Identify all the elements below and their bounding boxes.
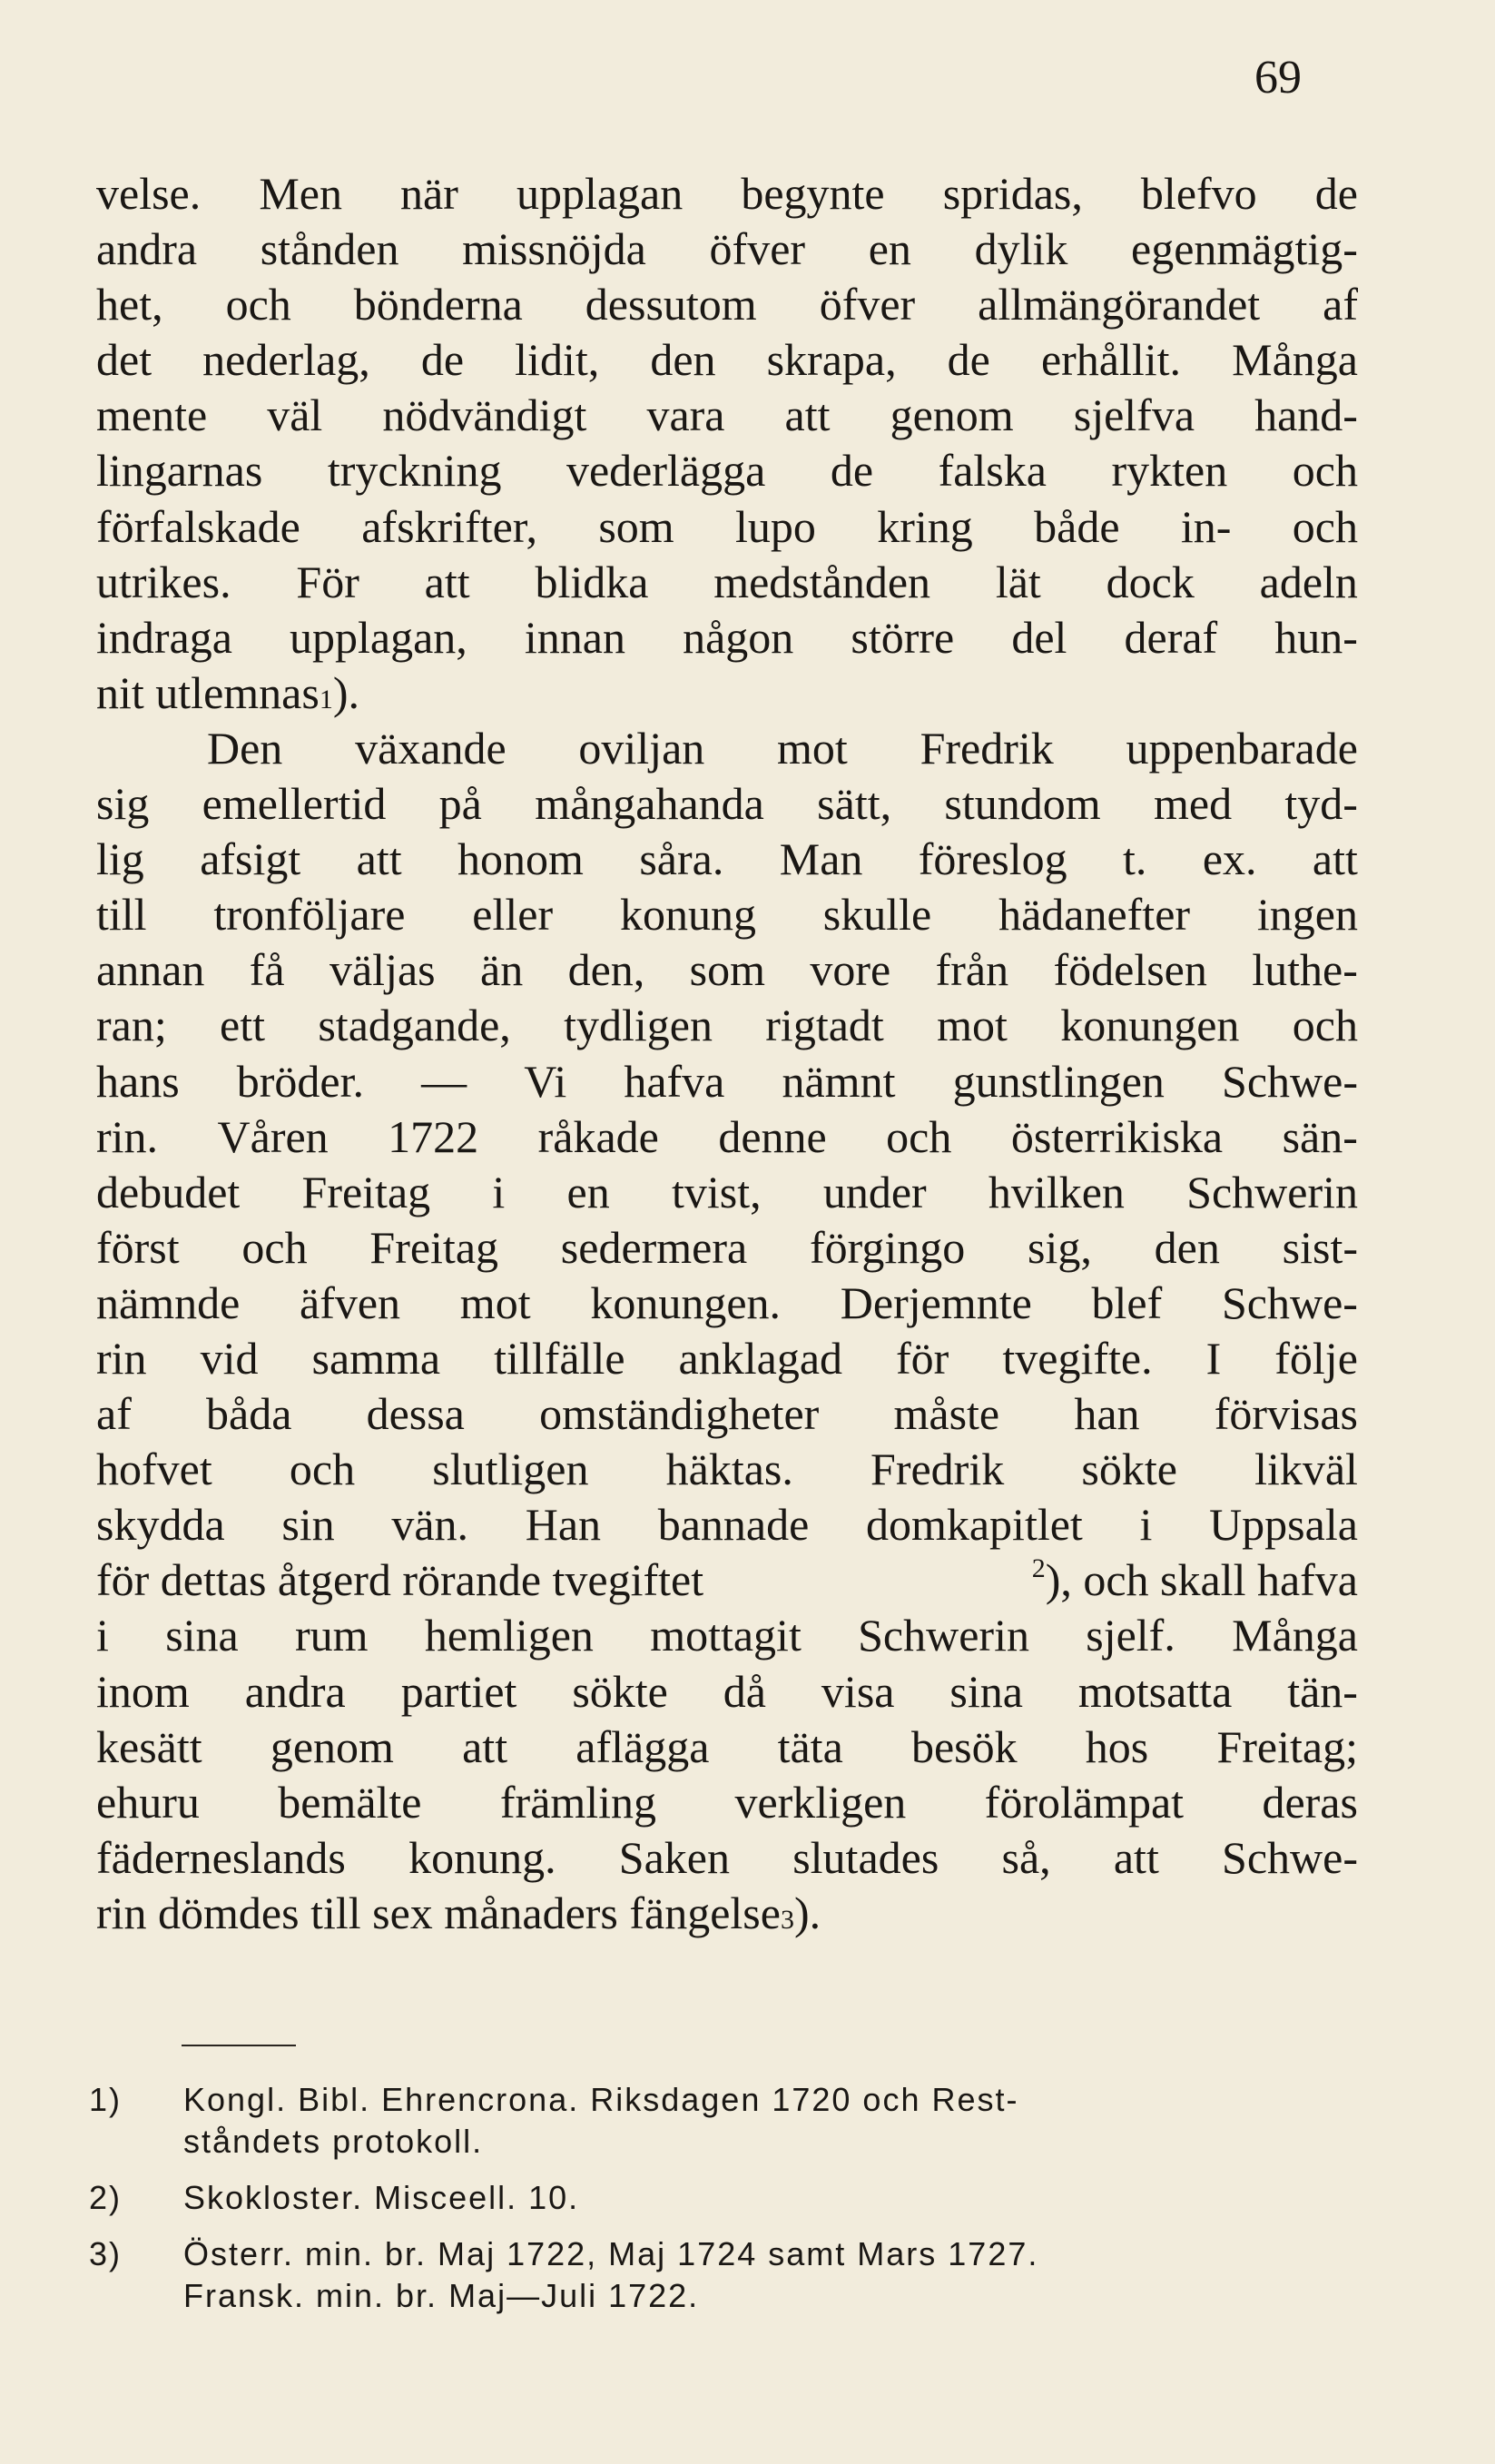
word: lig bbox=[96, 833, 144, 885]
word: upplagan, bbox=[290, 611, 467, 663]
word: rykten bbox=[1111, 445, 1228, 497]
word: hos bbox=[1085, 1720, 1149, 1772]
word: konungen bbox=[1060, 1000, 1240, 1051]
word: vara bbox=[646, 389, 725, 441]
word: förgingo bbox=[809, 1221, 966, 1273]
word: då bbox=[723, 1665, 766, 1717]
word: sjelfva bbox=[1073, 389, 1195, 441]
word: att bbox=[462, 1720, 508, 1772]
word: och bbox=[241, 1221, 308, 1273]
word: än bbox=[480, 944, 524, 996]
word: utrikes. bbox=[96, 556, 231, 607]
footnote-number: 3) bbox=[89, 2235, 123, 2272]
word: deraf bbox=[1124, 611, 1218, 663]
word: ingen bbox=[1256, 889, 1358, 941]
word: Schwerin bbox=[858, 1610, 1029, 1661]
word: kring bbox=[877, 500, 973, 552]
text-line bbox=[96, 1552, 1358, 1608]
word: af bbox=[1323, 279, 1358, 330]
word: i bbox=[1139, 1499, 1153, 1551]
word: adeln bbox=[1259, 556, 1358, 607]
word: ex. bbox=[1202, 833, 1257, 885]
word: han bbox=[1074, 1388, 1140, 1440]
word: inom bbox=[96, 1665, 190, 1717]
word: begynte bbox=[741, 168, 885, 219]
word: bönderna bbox=[353, 279, 523, 330]
word: vederlägga bbox=[566, 445, 766, 497]
word: rum bbox=[295, 1610, 369, 1661]
text-line bbox=[96, 1720, 1358, 1775]
word: att bbox=[1113, 1831, 1159, 1883]
word: slutades bbox=[792, 1831, 939, 1883]
word: sig bbox=[96, 778, 150, 830]
word: rigtadt bbox=[765, 1000, 884, 1051]
word: mångahanda bbox=[535, 778, 764, 830]
word: nederlag, bbox=[202, 334, 370, 386]
footnote-text: ståndets protokoll. bbox=[183, 2123, 484, 2160]
word: del bbox=[1011, 611, 1067, 663]
text-line: nit utlemnas 1 ). bbox=[96, 665, 1358, 721]
word: luthe- bbox=[1252, 944, 1358, 996]
word: Schwerin bbox=[1186, 1166, 1358, 1217]
word: ett bbox=[220, 1000, 266, 1051]
text-line bbox=[96, 721, 1358, 776]
word: öfver bbox=[819, 279, 916, 330]
word: båda bbox=[206, 1388, 292, 1440]
word: väljas bbox=[329, 944, 436, 996]
text-line-words: för dettas åtgerd rörande tvegiftet bbox=[96, 1554, 704, 1606]
word: andra bbox=[244, 1665, 346, 1717]
word: mot bbox=[937, 1000, 1008, 1051]
word: denne bbox=[718, 1110, 827, 1162]
word: hafva bbox=[624, 1055, 725, 1107]
word: sän- bbox=[1282, 1110, 1358, 1162]
word: Schwe- bbox=[1222, 1055, 1358, 1107]
word: den bbox=[1154, 1221, 1220, 1273]
word: såra. bbox=[639, 833, 724, 885]
word: sina bbox=[949, 1665, 1023, 1717]
word: förvisas bbox=[1214, 1388, 1358, 1440]
body-text bbox=[96, 166, 1358, 1941]
word: Schwe- bbox=[1221, 1276, 1358, 1328]
word: tvist, bbox=[671, 1166, 762, 1217]
footnote-ref-close: ). bbox=[793, 1887, 821, 1938]
word: en bbox=[868, 223, 911, 275]
word: tydligen bbox=[564, 1000, 713, 1051]
word: hädanefter bbox=[998, 889, 1191, 941]
word: och bbox=[886, 1110, 952, 1162]
word: allmängörandet bbox=[978, 279, 1261, 330]
word: få bbox=[249, 944, 285, 996]
word: missnöjda bbox=[462, 223, 646, 275]
word: Han bbox=[525, 1499, 602, 1551]
word: Derjemnte bbox=[840, 1276, 1032, 1328]
word: förolämpat bbox=[984, 1776, 1185, 1828]
word: i bbox=[96, 1610, 109, 1661]
text-line bbox=[96, 887, 1358, 942]
word: indraga bbox=[96, 611, 232, 663]
word: dessutom bbox=[585, 279, 757, 330]
word: Schwe- bbox=[1222, 1831, 1358, 1883]
word: större bbox=[851, 611, 955, 663]
word: sedermera bbox=[560, 1221, 748, 1273]
word: så, bbox=[1001, 1831, 1051, 1883]
word: stadgande, bbox=[318, 1000, 511, 1051]
word: 1722 bbox=[388, 1110, 479, 1162]
word: ehuru bbox=[96, 1776, 200, 1828]
footnote-ref-close: ). bbox=[332, 666, 359, 718]
text-line bbox=[96, 942, 1358, 998]
word: in- bbox=[1180, 500, 1232, 552]
word: täta bbox=[777, 1720, 843, 1772]
word: Men bbox=[259, 168, 342, 219]
text-line bbox=[96, 166, 1358, 222]
word: den bbox=[650, 334, 716, 386]
word: Fredrik bbox=[870, 1444, 1005, 1495]
word: För bbox=[296, 556, 359, 607]
word: skulle bbox=[822, 889, 932, 941]
word: besök bbox=[910, 1720, 1018, 1772]
word: som bbox=[689, 944, 766, 996]
footnote-2 bbox=[89, 2177, 1351, 2219]
word: ran; bbox=[96, 1000, 167, 1051]
word: den, bbox=[567, 944, 645, 996]
word: deras bbox=[1262, 1776, 1358, 1828]
word: råkade bbox=[537, 1110, 659, 1162]
footnote-text: Skokloster. Misceell. 10. bbox=[183, 2179, 580, 2216]
word: och bbox=[1292, 1000, 1358, 1051]
word: anklagad bbox=[678, 1332, 843, 1384]
word: Freitag bbox=[369, 1221, 499, 1273]
word: Våren bbox=[217, 1110, 329, 1162]
word: lidit, bbox=[515, 334, 600, 386]
word: afsigt bbox=[200, 833, 301, 885]
word: lät bbox=[995, 556, 1041, 607]
word: bröder. bbox=[236, 1055, 364, 1107]
word: Vi bbox=[524, 1055, 567, 1107]
word: likväl bbox=[1254, 1444, 1358, 1495]
word: hemligen bbox=[424, 1610, 594, 1661]
word: en bbox=[566, 1166, 610, 1217]
text-line bbox=[96, 832, 1358, 887]
word: tän- bbox=[1287, 1665, 1358, 1717]
word: Många bbox=[1232, 1610, 1358, 1661]
word: mente bbox=[96, 389, 208, 441]
word: bemälte bbox=[278, 1776, 422, 1828]
word: vän. bbox=[391, 1499, 469, 1551]
word: växande bbox=[355, 722, 507, 774]
word: de bbox=[1314, 168, 1358, 219]
word: visa bbox=[821, 1665, 895, 1717]
word: oviljan bbox=[578, 722, 705, 774]
word: som bbox=[598, 500, 674, 552]
word: rin. bbox=[96, 1110, 159, 1162]
word: Freitag bbox=[301, 1166, 431, 1217]
word: bannade bbox=[657, 1499, 810, 1551]
text-line bbox=[96, 1165, 1358, 1220]
word: sätt, bbox=[817, 778, 892, 830]
word: väl bbox=[267, 389, 323, 441]
word: het, bbox=[96, 279, 163, 330]
word: egenmägtig- bbox=[1131, 223, 1358, 275]
page-number: 69 bbox=[1254, 52, 1302, 103]
word: emellertid bbox=[202, 778, 387, 830]
word: slutligen bbox=[432, 1444, 589, 1495]
word: nämnt bbox=[782, 1055, 896, 1107]
word: Uppsala bbox=[1209, 1499, 1358, 1551]
word: honom bbox=[457, 833, 584, 885]
word: afskrifter, bbox=[361, 500, 537, 552]
word: af bbox=[96, 1388, 132, 1440]
footnote-divider bbox=[182, 2045, 296, 2046]
word: Många bbox=[1232, 334, 1358, 386]
word: hand- bbox=[1254, 389, 1358, 441]
text-line bbox=[96, 222, 1358, 277]
word: motsatta bbox=[1077, 1665, 1233, 1717]
word: kesätt bbox=[96, 1720, 202, 1772]
word: partiet bbox=[400, 1665, 517, 1717]
word: att bbox=[424, 556, 470, 607]
footnote-3 bbox=[89, 2233, 1351, 2317]
word: sökte bbox=[1081, 1444, 1177, 1495]
footnote-text: Fransk. min. br. Maj—Juli 1722. bbox=[183, 2277, 700, 2314]
footnote-text: Österr. min. br. Maj 1722, Maj 1724 samt Mars 1727. bbox=[183, 2235, 1039, 2272]
text-line bbox=[96, 610, 1358, 665]
text-line bbox=[96, 1276, 1358, 1331]
footnotes bbox=[89, 2079, 1351, 2331]
word: de bbox=[420, 334, 465, 386]
word: gunstlingen bbox=[952, 1055, 1165, 1107]
word: och bbox=[1292, 500, 1358, 552]
word: sist- bbox=[1282, 1221, 1358, 1273]
word: mottagit bbox=[650, 1610, 802, 1661]
word: främling bbox=[499, 1776, 657, 1828]
word: för bbox=[896, 1332, 949, 1384]
word: och bbox=[289, 1444, 356, 1495]
word: först bbox=[96, 1221, 180, 1273]
word: med bbox=[1153, 778, 1233, 830]
word: uppenbarade bbox=[1126, 722, 1358, 774]
text-line bbox=[96, 1830, 1358, 1886]
word: Fredrik bbox=[920, 722, 1054, 774]
word: sjelf. bbox=[1086, 1610, 1175, 1661]
word: någon bbox=[683, 611, 794, 663]
word: falska bbox=[938, 445, 1047, 497]
word: när bbox=[400, 168, 458, 219]
word: de bbox=[830, 445, 874, 497]
text-line-words: rin dömdes till sex månaders fängelse bbox=[96, 1887, 781, 1938]
word: nämnde bbox=[96, 1276, 241, 1328]
word: förfalskade bbox=[96, 500, 300, 552]
word: Man bbox=[779, 833, 863, 885]
word: blidka bbox=[535, 556, 649, 607]
word: i bbox=[492, 1166, 506, 1217]
word: andra bbox=[96, 223, 198, 275]
text-line bbox=[96, 1054, 1358, 1109]
word: att bbox=[784, 389, 831, 441]
word: följe bbox=[1274, 1332, 1358, 1384]
word: verkligen bbox=[734, 1776, 907, 1828]
word: eller bbox=[472, 889, 554, 941]
word: blefvo bbox=[1140, 168, 1257, 219]
word: t. bbox=[1123, 833, 1147, 885]
word: hofvet bbox=[96, 1444, 212, 1495]
word: att bbox=[356, 833, 402, 885]
word: födelsen bbox=[1053, 944, 1207, 996]
word: aflägga bbox=[575, 1720, 710, 1772]
word: att bbox=[1312, 833, 1358, 885]
text-line bbox=[96, 443, 1358, 498]
text-line bbox=[96, 1331, 1358, 1386]
footnote-number: 1) bbox=[89, 2081, 123, 2118]
footnote-1 bbox=[89, 2079, 1351, 2163]
word: skydda bbox=[96, 1499, 225, 1551]
word: blef bbox=[1091, 1276, 1163, 1328]
word: fäderneslands bbox=[96, 1831, 346, 1883]
word: tronföljare bbox=[213, 889, 406, 941]
word: både bbox=[1034, 500, 1120, 552]
word: medstånden bbox=[713, 556, 931, 607]
word: sig, bbox=[1028, 1221, 1092, 1273]
word: konung bbox=[619, 889, 756, 941]
text-line bbox=[96, 499, 1358, 555]
word: hans bbox=[96, 1055, 180, 1107]
word: tvegifte. bbox=[1002, 1332, 1153, 1384]
word: nödvändigt bbox=[382, 389, 587, 441]
word: mot bbox=[777, 722, 848, 774]
word: Den bbox=[207, 722, 283, 774]
word: spridas, bbox=[942, 168, 1083, 219]
word: vid bbox=[200, 1332, 259, 1384]
word: erhållit. bbox=[1040, 334, 1182, 386]
text-line bbox=[96, 1775, 1358, 1830]
text-line bbox=[96, 1386, 1358, 1442]
word: dylik bbox=[974, 223, 1068, 275]
word: I bbox=[1205, 1332, 1222, 1384]
text-line: rin dömdes till sex månaders fängelse 3 ). bbox=[96, 1886, 1358, 1941]
word: till bbox=[96, 889, 147, 941]
word: lingarnas bbox=[96, 445, 263, 497]
word: omständigheter bbox=[539, 1388, 820, 1440]
word: Freitag; bbox=[1216, 1720, 1358, 1772]
word: måste bbox=[893, 1388, 1000, 1440]
text-line bbox=[96, 277, 1358, 332]
text-line bbox=[96, 555, 1358, 610]
word: skrapa, bbox=[766, 334, 897, 386]
text-line bbox=[96, 1497, 1358, 1552]
word: dessa bbox=[366, 1388, 465, 1440]
text-line bbox=[96, 1220, 1358, 1276]
word: samma bbox=[311, 1332, 441, 1384]
word: tryckning bbox=[327, 445, 502, 497]
word: öfver bbox=[709, 223, 806, 275]
word: sökte bbox=[572, 1665, 668, 1717]
word: genom bbox=[890, 389, 1014, 441]
text-line bbox=[96, 1109, 1358, 1165]
word: och bbox=[1292, 445, 1358, 497]
word: föreslog bbox=[918, 833, 1067, 885]
word: debudet bbox=[96, 1166, 241, 1217]
word: på bbox=[438, 778, 482, 830]
word: och bbox=[225, 279, 291, 330]
word: det bbox=[96, 334, 152, 386]
word: sina bbox=[165, 1610, 239, 1661]
word: hvilken bbox=[988, 1166, 1125, 1217]
word: dock bbox=[1106, 556, 1195, 607]
word: Saken bbox=[618, 1831, 730, 1883]
word: rin bbox=[96, 1332, 147, 1384]
footnote-ref-after: ), och skall hafva bbox=[1045, 1554, 1358, 1606]
word: vore bbox=[810, 944, 891, 996]
word: domkapitlet bbox=[865, 1499, 1083, 1551]
word: velse. bbox=[96, 168, 202, 219]
word: häktas. bbox=[665, 1444, 793, 1495]
word: stånden bbox=[260, 223, 399, 275]
word: lupo bbox=[735, 500, 816, 552]
word: innan bbox=[524, 611, 625, 663]
footnote-text: Kongl. Bibl. Ehrencrona. Riksdagen 1720 och Rest- bbox=[183, 2081, 1019, 2118]
word: konung. bbox=[408, 1831, 556, 1883]
text-line bbox=[96, 1664, 1358, 1720]
text-line bbox=[96, 1608, 1358, 1663]
word: under bbox=[822, 1166, 927, 1217]
text-line bbox=[96, 998, 1358, 1053]
word: äfven bbox=[300, 1276, 401, 1328]
text-line-words: nit utlemnas bbox=[96, 666, 320, 718]
word: från bbox=[935, 944, 1009, 996]
text-line bbox=[96, 332, 1358, 388]
word: tillfälle bbox=[494, 1332, 625, 1384]
text-line bbox=[96, 388, 1358, 443]
text-line bbox=[96, 776, 1358, 832]
word: upplagan bbox=[516, 168, 684, 219]
footnote-number: 2) bbox=[89, 2179, 123, 2216]
word: mot bbox=[459, 1276, 531, 1328]
word: stundom bbox=[944, 778, 1101, 830]
word: tyd- bbox=[1284, 778, 1358, 830]
word: österrikiska bbox=[1010, 1110, 1224, 1162]
text-line bbox=[96, 1442, 1358, 1497]
word: genom bbox=[270, 1720, 394, 1772]
word: — bbox=[421, 1055, 467, 1107]
word: de bbox=[947, 334, 990, 386]
footnote-ref: 2 bbox=[1031, 1553, 1046, 1584]
word: sin bbox=[281, 1499, 335, 1551]
word: konungen. bbox=[590, 1276, 782, 1328]
word: hun- bbox=[1274, 611, 1358, 663]
word: annan bbox=[96, 944, 205, 996]
